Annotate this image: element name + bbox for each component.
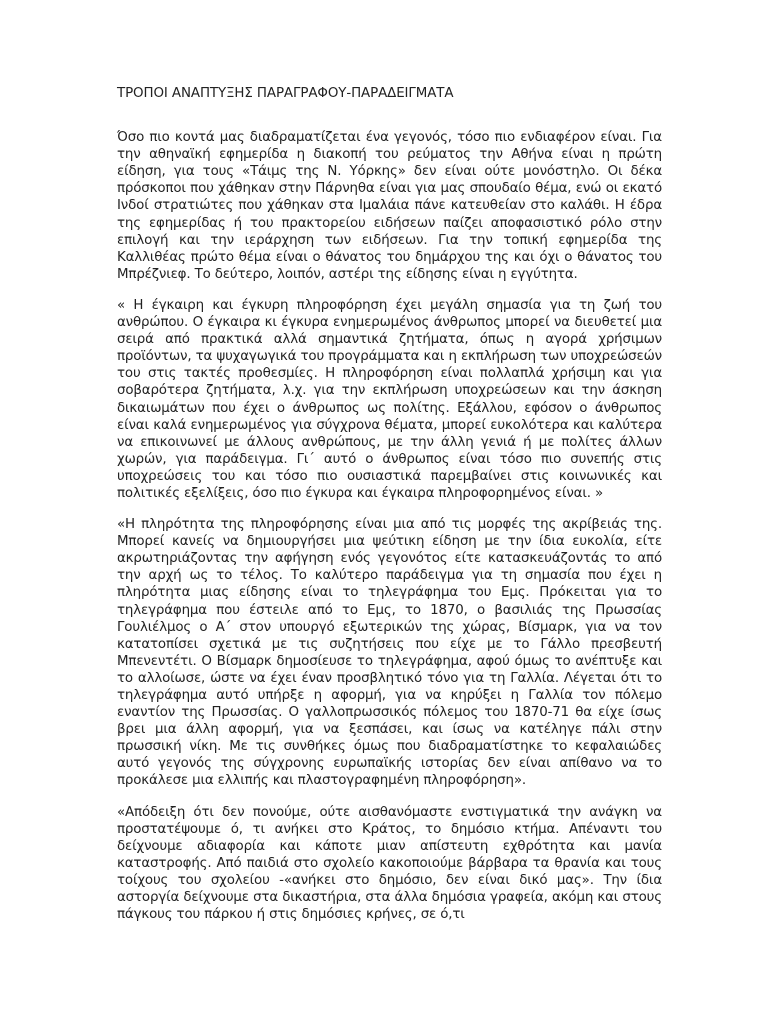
paragraph-completeness: «Η πληρότητα της πληροφόρησης είναι μια από τις μορφές της ακρίβειάς της. Μπορεί κανείς να δημιουργήσει μια ψεύτικη είδηση με την ίδια ευκολία, είτε ακρωτηριάζοντας την αφήγηση ενός γεγονότος είτε κατασκευάζοντάς το από την αρχή ως το τέλος. Το καλύτερο παράδειγμα για τη σημασία που έχει η πληρότητα μιας είδησης είναι το τηλεγράφημα του Εμς. Πρόκειται για το τηλεγράφημα που έστειλε από το Εμς, το 1870, ο βασιλιάς της Πρωσσίας Γουλιέλμος ο Α΄ στον υπουργό εξωτερικών της χώρας, Βίσμαρκ, για να τον κατατοπίσει σχετικά με τις συζητήσεις που είχε με το Γάλλο πρεσβευτή Μπενεντέτι. Ο Βίσμαρκ δημοσίευσε το τηλεγράφημα, αφού όμως το ανέπτυξε και το αλλοίωσε, ώστε να έχει έναν προσβλητικό τόνο για τη Γαλλία. Λέγεται ότι το τηλεγράφημα αυτό υπήρξε η αφορμή, για να κηρύξει η Γαλλία τον πόλεμο εναντίον της Πρωσσίας. Ο γαλλοπρωσσικός πόλεμος του 1870-71 θα είχε ίσως βρει μια άλλη αφορμή, για να ξεσπάσει, και ίσως να κατέληγε πάλι στην πρωσσική νίκη. Με τις συνθήκες όμως που διαδραματίστηκε το κεφαλαιώδες αυτό γεγονός της σύγχρονης ευρωπαϊκής ιστορίας δεν είναι απίθανο να το προκάλεσε μια ελλιπής και πλαστογραφημένη πληροφόρηση». bbox=[117, 517, 662, 789]
paragraph-timely-information: « Η έγκαιρη και έγκυρη πληροφόρηση έχει μεγάλη σημασία για τη ζωή του ανθρώπου. Ο έγκαιρα κι έγκυρα ενημερωμένος άνθρωπος μπορεί να διευθετεί μια σειρά από πρακτικά αλλά σημαντικά ζητήματα, όπως η αγορά χρήσιμων προϊόντων, τα ψυχαγωγικά του προγράμματα και η εκπλήρωση των υποχρεώσεών του στις τακτές προθεσμίες. Η πληροφόρηση είναι πολλαπλά χρήσιμη και για σοβαρότερα ζητήματα, λ.χ. για την εκπλήρωση υποχρεώσεων και την άσκηση δικαιωμάτων που έχει ο άνθρωπος ως πολίτης. Εξάλλου, εφόσον ο άνθρωπος είναι καλά ενημερωμένος για σύγχρονα θέματα, μπορεί ευκολότερα και καλύτερα να επικοινωνεί με άλλους ανθρώπους, με την άλλη γενιά ή με πολίτες άλλων χωρών, για παράδειγμα. Γι΄ αυτό ο άνθρωπος είναι τόσο πιο συνεπής στις υποχρεώσεις του και τόσο πιο ουσιαστικά παρεμβαίνει στις κοινωνικές και πολιτικές εξελίξεις, όσο πιο έγκυρα και έγκαιρα πληροφορημένος είναι. » bbox=[117, 297, 662, 501]
document-page bbox=[117, 85, 662, 923]
paragraph-public-property: «Απόδειξη ότι δεν πονούμε, ούτε αισθανόμαστε ενστιγματικά την ανάγκη να προστατέψουμε ό, τι ανήκει στο Κράτος, το δημόσιο κτήμα. Απέναντι του δείχνουμε αδιαφορία και κάποτε μιαν απίστευτη εχθρότητα και μανία καταστροφής. Από παιδιά στο σχολείο κακοποιούμε βάρβαρα τα θρανία και τους τοίχους του σχολείου -«ανήκει στο δημόσιο, δεν είναι δικό μας». Την ίδια αστοργία δείχνουμε στα δικαστήρια, στα άλλα δημόσια γραφεία, ακόμη και στους πάγκους του πάρκου ή στις δημόσιες κρήνες, σε ό,τι bbox=[117, 804, 662, 923]
paragraph-proximity: Όσο πιο κοντά μας διαδραματίζεται ένα γεγονός, τόσο πιο ενδιαφέρον είναι. Για την αθηναϊκή εφημερίδα η διακοπή του ρεύματος την Αθήνα είναι η πρώτη είδηση, για τους «Τάιμς της Ν. Υόρκης» δεν είναι ούτε μονόστηλο. Οι δέκα πρόσκοποι που χάθηκαν στην Πάρνηθα είναι για μας σπουδαίο θέμα, ενώ οι εκατό Ινδοί στρατιώτες που χάθηκαν στα Ιμαλάια πάνε κατευθείαν στο καλάθι. Η έδρα της εφημερίδας ή του πρακτορείου ειδήσεων παίζει αποφασιστικό ρόλο στην επιλογή και την ιεράρχηση των ειδήσεων. Για την τοπική εφημερίδα της Καλλιθέας πρώτο θέμα είναι ο θάνατος του δημάρχου της και όχι ο θάνατος του Μπρέζνιεφ. Το δεύτερο, λοιπόν, αστέρι της είδησης είναι η εγγύτητα. bbox=[117, 130, 662, 282]
document-title: ΤΡΟΠΟΙ ΑΝΑΠΤΥΞΗΣ ΠΑΡΑΓΡΑΦΟΥ-ΠΑΡΑΔΕΙΓΜΑΤΑ bbox=[117, 86, 454, 101]
